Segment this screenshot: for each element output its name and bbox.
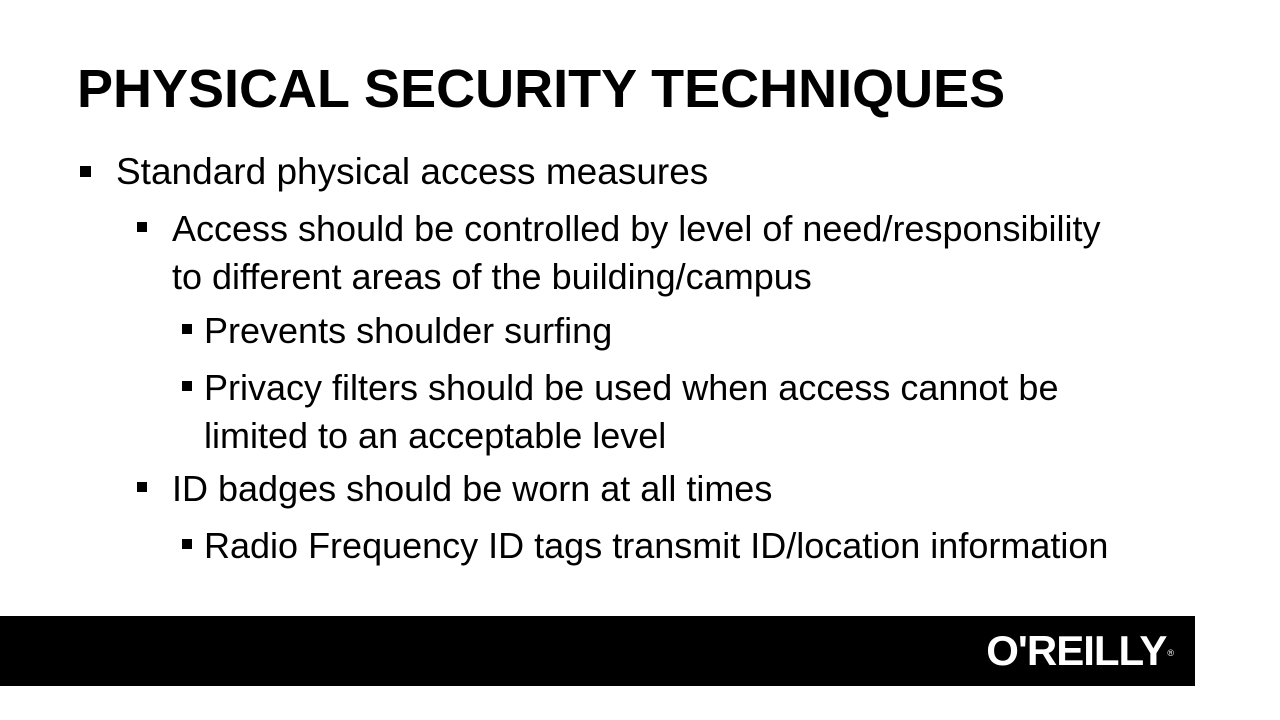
bullet-text: Radio Frequency ID tags transmit ID/location information — [204, 525, 1109, 566]
square-bullet-icon — [80, 166, 91, 177]
square-bullet-icon — [137, 482, 147, 492]
bullet-text: Access should be controlled by level of need/responsibility — [172, 208, 1101, 249]
square-bullet-icon — [182, 324, 192, 334]
bullet-text: Privacy filters should be used when access cannot be — [204, 367, 1059, 408]
square-bullet-icon — [182, 381, 192, 391]
square-bullet-icon — [137, 222, 147, 232]
bullet-privacy-filters — [204, 364, 1058, 460]
bullet-access-controlled — [172, 205, 1101, 301]
slide-title: PHYSICAL SECURITY TECHNIQUES — [77, 59, 1006, 119]
bullet-text-continuation: limited to an acceptable level — [204, 415, 667, 456]
logo-text: O'REILLY — [986, 627, 1167, 674]
bullet-shoulder-surfing — [204, 307, 612, 355]
registered-mark-icon: ® — [1167, 648, 1173, 658]
bullet-text: Prevents shoulder surfing — [204, 310, 613, 351]
bullet-rfid-tags — [204, 522, 1108, 570]
bullet-standard-access — [116, 148, 708, 196]
footer-bar — [0, 616, 1195, 686]
square-bullet-icon — [182, 539, 192, 549]
bullet-id-badges — [172, 465, 772, 513]
bullet-text: Standard physical access measures — [116, 151, 709, 192]
bullet-text: ID badges should be worn at all times — [172, 468, 773, 509]
bullet-text-continuation: to different areas of the building/campus — [172, 256, 812, 297]
oreilly-logo — [986, 628, 1173, 674]
